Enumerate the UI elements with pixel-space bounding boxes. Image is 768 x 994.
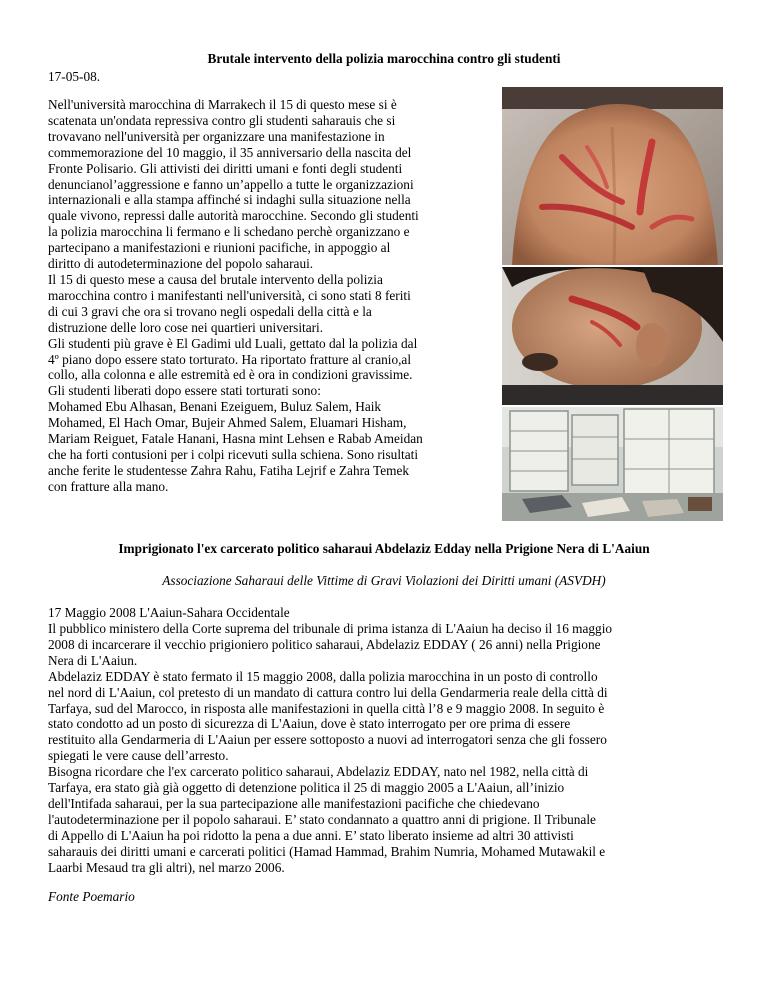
article-1-title: Brutale intervento della polizia marocchina contro gli studenti [207,51,561,66]
photo-injured-back [502,87,723,265]
photo-injured-head [502,267,723,405]
photo-damaged-room [502,407,723,521]
article-2-title: Imprigionato l'ex carcerato politico saharaui Abdelaziz Edday nella Prigione Nera di L'Aaiun [118,541,650,556]
source-credit: Fonte Poemario [48,889,135,904]
article-2-body: Il pubblico ministero della Corte suprema del tribunale di prima istanza di L'Aaiun ha deciso il 16 maggio 2008 di incarcerare il vecchio prigioniero politico saharaui, Abdelaziz EDDAY ( 26 anni) nella Prigione Nera di L'Aaiun. Abdelaziz EDDAY è stato fermato il 15 maggio 2008, dalla polizia marocchina in un posto di controllo nel nord di L'Aaiun, col pretesto di un mandato di cattura contro lui della Gendarmeria reale della città di Tarfaya, sud del Marocco, in risposta alle manifestazioni in quella città l’8 e 9 maggio 2008. In seguito è stato condotto ad un posto di sicurezza di L'Aaiun, dove è stato interrogato per ore prima di essere restituito alla Gendarmeria di L'Aaiun per essere sottoposto a nuovi ad interrogatori senza che gli fossero spiegati le vere cause dell’arresto. Bisogna ricordare che l'ex carcerato politico saharaui, Abdelaziz EDDAY, nato nel 1982, nella città di Tarfaya, era stato già già oggetto di detenzione politica il 25 di maggio 2005 a L'Aaiun, all’inizio dell'Intifada saharaui, per la sua partecipazione alle manifestazioni pacifiche che chiedevano l'autodeterminazione per il popolo saharaui. E’ stato condannato a quattro anni di prigione. Il Tribunale di Appello di L'Aaiun ha poi ridotto la pena a due anni. E’ stato liberato insieme ad altri 30 attivisti saharauis dei diritti umani e carcerati politici (Hamad Hammad, Brahim Numria, Mohamed Mutawakil e Laarbi Mesaud tra gli altri), nel marzo 2006. [48,621,613,875]
article-2-dateline: 17 Maggio 2008 L'Aaiun-Sahara Occidentale [48,605,290,620]
article-2-organization: Associazione Saharaui delle Vittime di Gravi Violazioni dei Diritti umani (ASVDH) [162,573,606,588]
article-1-date: 17-05-08. [48,69,101,84]
article-1-body: Nell'università marocchina di Marrakech il 15 di questo mese si è scatenata un'ondata repressiva contro gli studenti saharauis che si trovavano nell'università per organizzare una manifestazione in commemorazione del 10 maggio, il 35 anniversario della nascita del Fronte Polisario. Gli attivisti dei diritti umani e fonti degli studenti denuncianol’aggressione e fanno un’appello a tutte le organizzazioni internazionali e alla stampa affinché si indaghi sulla situazione nella quale vivono, repressi dalle autorità marocchine. Secondo gli studenti la polizia marocchina li fermano e li schedano perchè organizzano e partecipano a manifestazioni e riunioni pacifiche, in appoggio al diritto di autodeterminazione del popolo saharaui. Il 15 di questo mese a causa del brutale intervento della polizia marocchina contro i manifestanti nell'università, ci sono stati 8 feriti di cui 3 gravi che ora si trovano negli ospedali della città e la distruzione delle loro cose nei quartieri universitari. Gli studenti più grave è El Gadimi uld Luali, gettato dal la polizia dal 4º piano dopo essere stato torturato. Ha riportato fratture al cranio,al collo, alla colonna e alle estremità ed è ora in condizioni gravissime. Gli studenti liberati dopo essere stati torturati sono: Mohamed Ebu Alhasan, Benani Ezeiguem, Buluz Salem, Haik Mohamed, El Hach Omar, Bujeir Ahmed Salem, Eluamari Hisham, Mariam Reiguet, Fatale Hanani, Hasna mint Lehsen e Rabab Ameidan che ha forti contusioni per i colpi ricevuti sulla schiena. Sono risultati anche ferite le studentesse Zahra Rahu, Fatiha Lejrif e Zahra Temek con fratture alla mano. [48,97,423,494]
